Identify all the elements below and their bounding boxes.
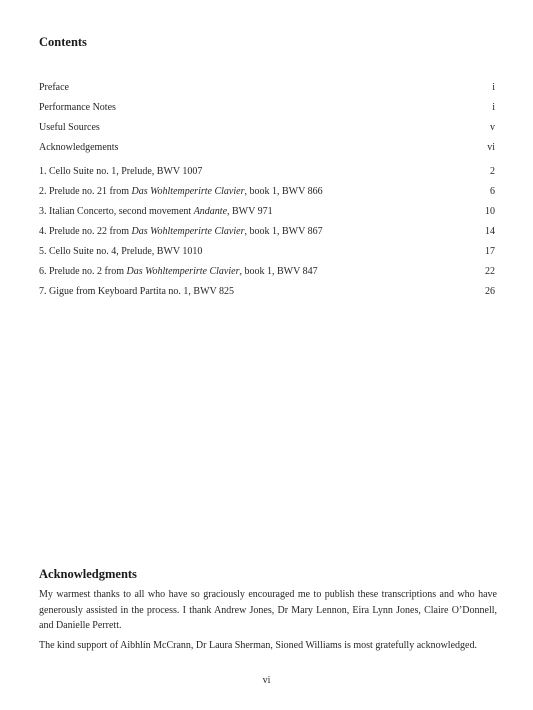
toc-piece-title: 5. Cello Suite no. 4, Prelude, BWV 1010 — [39, 246, 203, 257]
acknowledgments-paragraph: The kind support of Aibhlín McCrann, Dr Laura Sherman, Sioned Williams is most gratefully acknowledged. — [39, 639, 477, 651]
toc-entry[interactable] — [39, 142, 495, 162]
toc-piece-title: 3. Italian Concerto, second movement Andante, BWV 971 — [39, 206, 273, 217]
toc-pieces — [39, 166, 495, 306]
toc-entry-page: i — [492, 102, 495, 113]
toc-entry[interactable] — [39, 82, 495, 102]
toc-piece-page: 22 — [485, 266, 495, 277]
toc-piece-title: 2. Prelude no. 21 from Das Wohltemperirte Clavier, book 1, BWV 866 — [39, 186, 323, 197]
toc-entry-page: vi — [487, 142, 495, 153]
toc-entry-page: i — [492, 82, 495, 93]
acknowledgments-body — [39, 587, 497, 657]
toc-entry[interactable] — [39, 102, 495, 122]
toc-piece-title: 1. Cello Suite no. 1, Prelude, BWV 1007 — [39, 166, 203, 177]
toc-entry-label: Useful Sources — [39, 122, 100, 133]
toc-piece-title: 7. Gigue from Keyboard Partita no. 1, BWV 825 — [39, 286, 235, 297]
acknowledgments-paragraph: My warmest thanks to all who have so graciously encouraged me to publish these transcriptions and who have generously assisted in the process. I thank Andrew Jones, Dr Mary Lennon, Eira Lynn Jones, Claire O’Donnell, and Danielle Perrett. — [39, 589, 497, 631]
toc-piece-title: 6. Prelude no. 2 from Das Wohltemperirte Clavier, book 1, BWV 847 — [39, 266, 318, 277]
acknowledgments-heading: Acknowledgments — [39, 567, 137, 581]
toc-entry[interactable] — [39, 122, 495, 142]
toc-piece-page: 2 — [490, 166, 495, 177]
toc-piece-page: 26 — [485, 286, 495, 297]
toc-piece-page: 10 — [485, 206, 495, 217]
toc-piece-page: 14 — [485, 226, 495, 237]
page-number: vi — [262, 675, 271, 686]
toc-front-matter — [39, 82, 495, 162]
toc-piece-entry[interactable] — [39, 186, 495, 206]
toc-entry-label: Performance Notes — [39, 102, 116, 113]
toc-piece-entry[interactable] — [39, 206, 495, 226]
toc-piece-entry[interactable] — [39, 226, 495, 246]
toc-piece-entry[interactable] — [39, 166, 495, 186]
toc-piece-page: 6 — [490, 186, 495, 197]
toc-piece-entry[interactable] — [39, 286, 495, 306]
toc-piece-entry[interactable] — [39, 246, 495, 266]
toc-piece-title: 4. Prelude no. 22 from Das Wohltemperirte Clavier, book 1, BWV 867 — [39, 226, 323, 237]
contents-heading: Contents — [39, 35, 87, 49]
toc-entry-page: v — [490, 122, 495, 133]
toc-piece-page: 17 — [485, 246, 495, 257]
toc-piece-entry[interactable] — [39, 266, 495, 286]
toc-entry-label: Acknowledgements — [39, 142, 119, 153]
toc-entry-label: Preface — [39, 82, 69, 93]
